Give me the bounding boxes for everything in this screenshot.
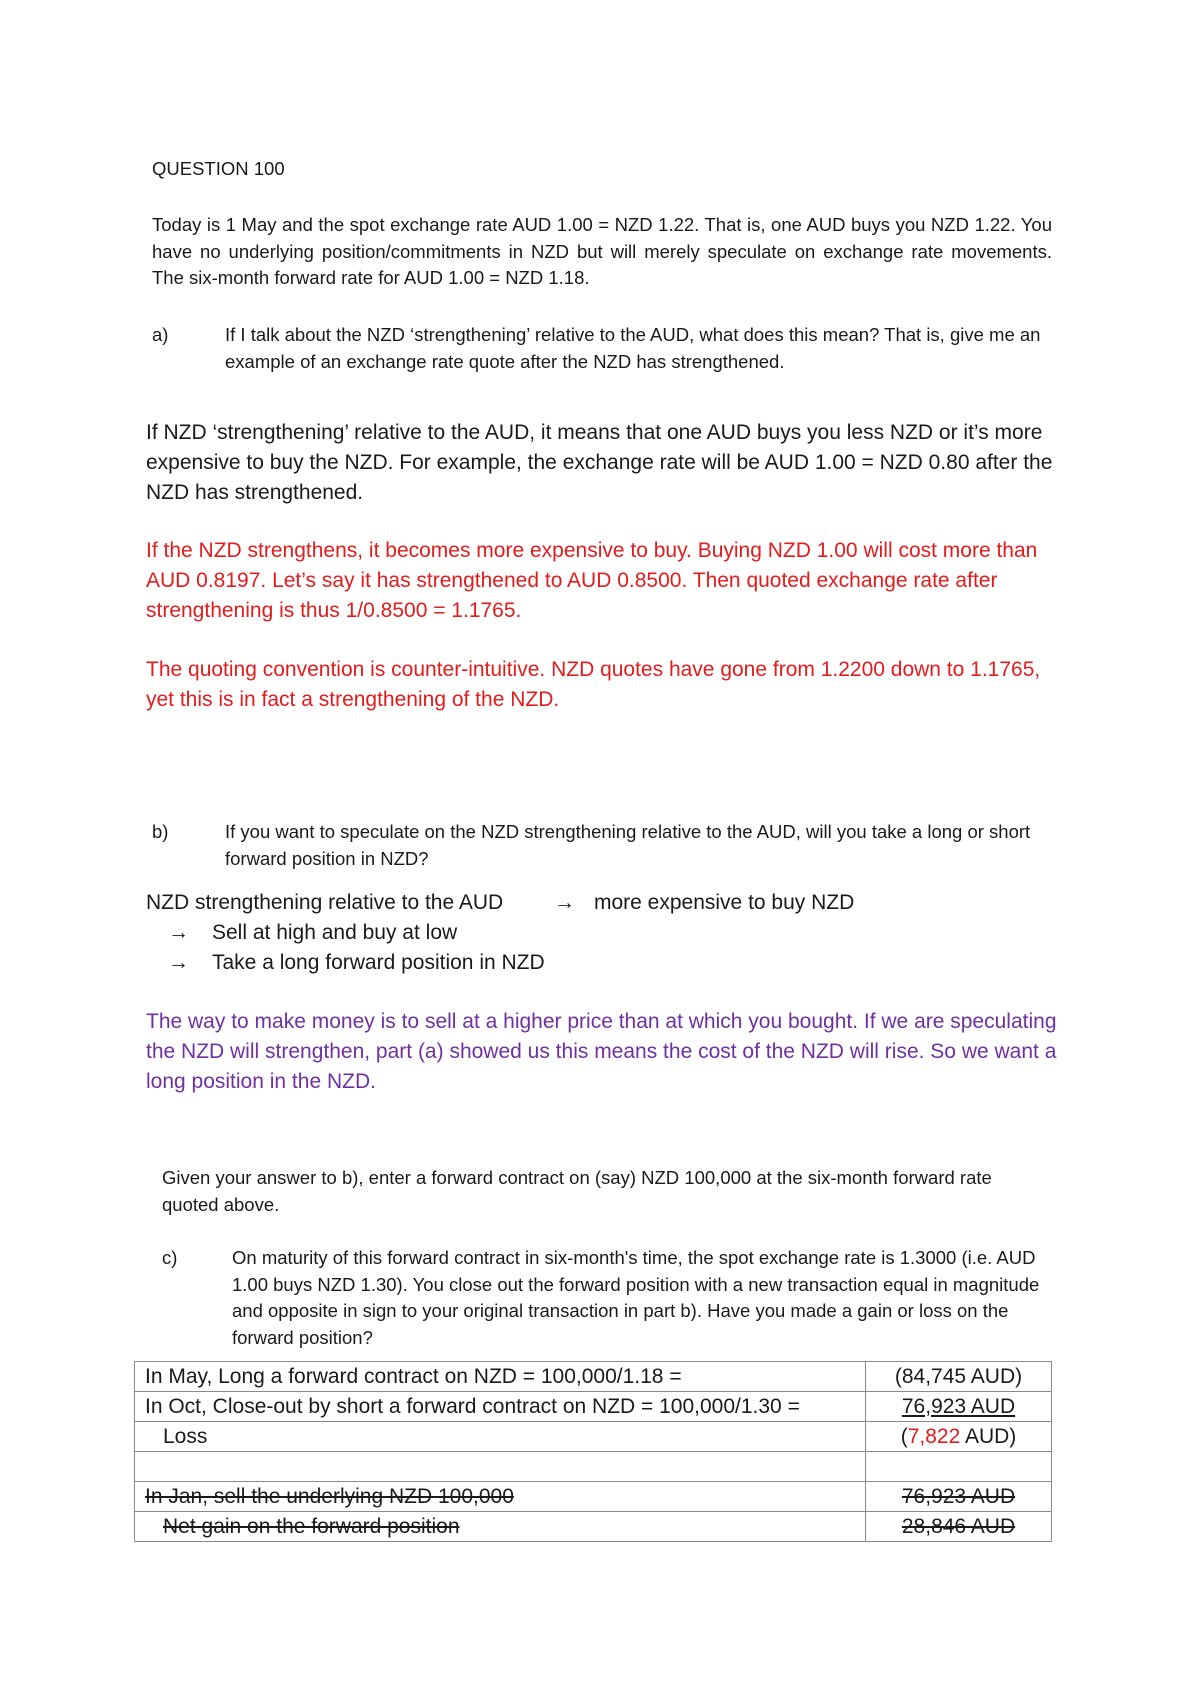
part-b-line1-left: NZD strengthening relative to the AUD xyxy=(146,891,504,914)
arrow-right-icon: → xyxy=(554,891,575,914)
part-c-label: c) xyxy=(162,1247,178,1268)
row5-value: 76,923 AUD xyxy=(866,1482,1052,1512)
part-b-line1-right: more expensive to buy NZD xyxy=(594,891,855,914)
row3-value xyxy=(866,1422,1052,1452)
table-row xyxy=(135,1422,1052,1452)
row6-value: 28,846 AUD xyxy=(866,1512,1052,1542)
given-text: Given your answer to b), enter a forward contract on (say) NZD 100,000 at the six-month forward rate quoted above. xyxy=(162,1167,992,1215)
table-row xyxy=(135,1482,1052,1512)
table-row xyxy=(135,1452,1052,1482)
arrow-right-icon: → xyxy=(168,921,189,944)
part-b-correction: The way to make money is to sell at a higher price than at which you bought. If we are speculating the NZD will strengthen, part (a) showed us this means the cost of the NZD will rise. So we want a long position in the NZD. xyxy=(146,1010,1057,1093)
row5-description: In Jan, sell the underlying NZD 100,000 xyxy=(135,1482,866,1512)
part-a-question xyxy=(152,322,1052,382)
question-intro: Today is 1 May and the spot exchange rate AUD 1.00 = NZD 1.22. That is, one AUD buys you NZD 1.22. You have no underlying position/commitments in NZD but will merely speculate on exchange rate movements. The six-month forward rate for AUD 1.00 = NZD 1.18. xyxy=(152,214,1052,288)
row2-value: 76,923 AUD xyxy=(866,1392,1052,1422)
row6-description: Net gain on the forward position xyxy=(135,1512,866,1542)
arrow-right-icon: → xyxy=(168,951,189,974)
part-c-question xyxy=(162,1245,1052,1355)
row3-value-close: AUD) xyxy=(960,1424,1017,1448)
part-b-line2: Sell at high and buy at low xyxy=(212,921,458,944)
part-a-correction-2: The quoting convention is counter-intuitive. NZD quotes have gone from 1.2200 down to 1.1765, yet this is in fact a strengthening of the NZD. xyxy=(146,658,1041,711)
part-c-question-text: On maturity of this forward contract in six-month's time, the spot exchange rate is 1.3000 (i.e. AUD 1.00 buys NZD 1.30). You close out the forward position with a new transaction equal in magnitude and opposite in sign to your original transaction in part b). Have you made a gain or loss on the forward position? xyxy=(232,1247,1040,1348)
part-b-label: b) xyxy=(152,821,169,842)
table-row xyxy=(135,1392,1052,1422)
row4-description xyxy=(135,1452,866,1482)
row4-value xyxy=(866,1452,1052,1482)
row3-value-number: 7,822 xyxy=(907,1424,961,1448)
row1-description: In May, Long a forward contract on NZD = 100,000/1.18 = xyxy=(135,1362,866,1392)
part-a-answer: If NZD ‘strengthening’ relative to the AUD, it means that one AUD buys you less NZD or it’s more expensive to buy the NZD. For example, the exchange rate will be AUD 1.00 = NZD 0.80 after the NZD has strengthened. xyxy=(146,421,1053,504)
part-b-line3: Take a long forward position in NZD xyxy=(212,951,545,974)
calculation-table xyxy=(134,1361,1052,1542)
row1-value: (84,745 AUD) xyxy=(866,1362,1052,1392)
question-title: QUESTION 100 xyxy=(152,158,285,179)
part-b-question xyxy=(152,819,1052,879)
table-row xyxy=(135,1362,1052,1392)
row2-description: In Oct, Close-out by short a forward contract on NZD = 100,000/1.30 = xyxy=(135,1392,866,1422)
part-a-correction-1: If the NZD strengthens, it becomes more expensive to buy. Buying NZD 1.00 will cost more than AUD 0.8197. Let’s say it has strengthened to AUD 0.8500. Then quoted exchange rate after strengthening is thus 1/0.8500 = 1.1765. xyxy=(146,539,1038,622)
table-row xyxy=(135,1512,1052,1542)
part-a-label: a) xyxy=(152,324,169,345)
part-a-question-text: If I talk about the NZD ‘strengthening’ relative to the AUD, what does this mean? That is, give me an example of an exchange rate quote after the NZD has strengthened. xyxy=(225,324,1041,372)
row3-value-open: ( xyxy=(900,1424,908,1448)
part-b-question-text: If you want to speculate on the NZD strengthening relative to the AUD, will you take a long or short forward position in NZD? xyxy=(225,821,1031,869)
row3-description: Loss xyxy=(135,1422,866,1452)
part-b-answer xyxy=(146,888,1046,978)
